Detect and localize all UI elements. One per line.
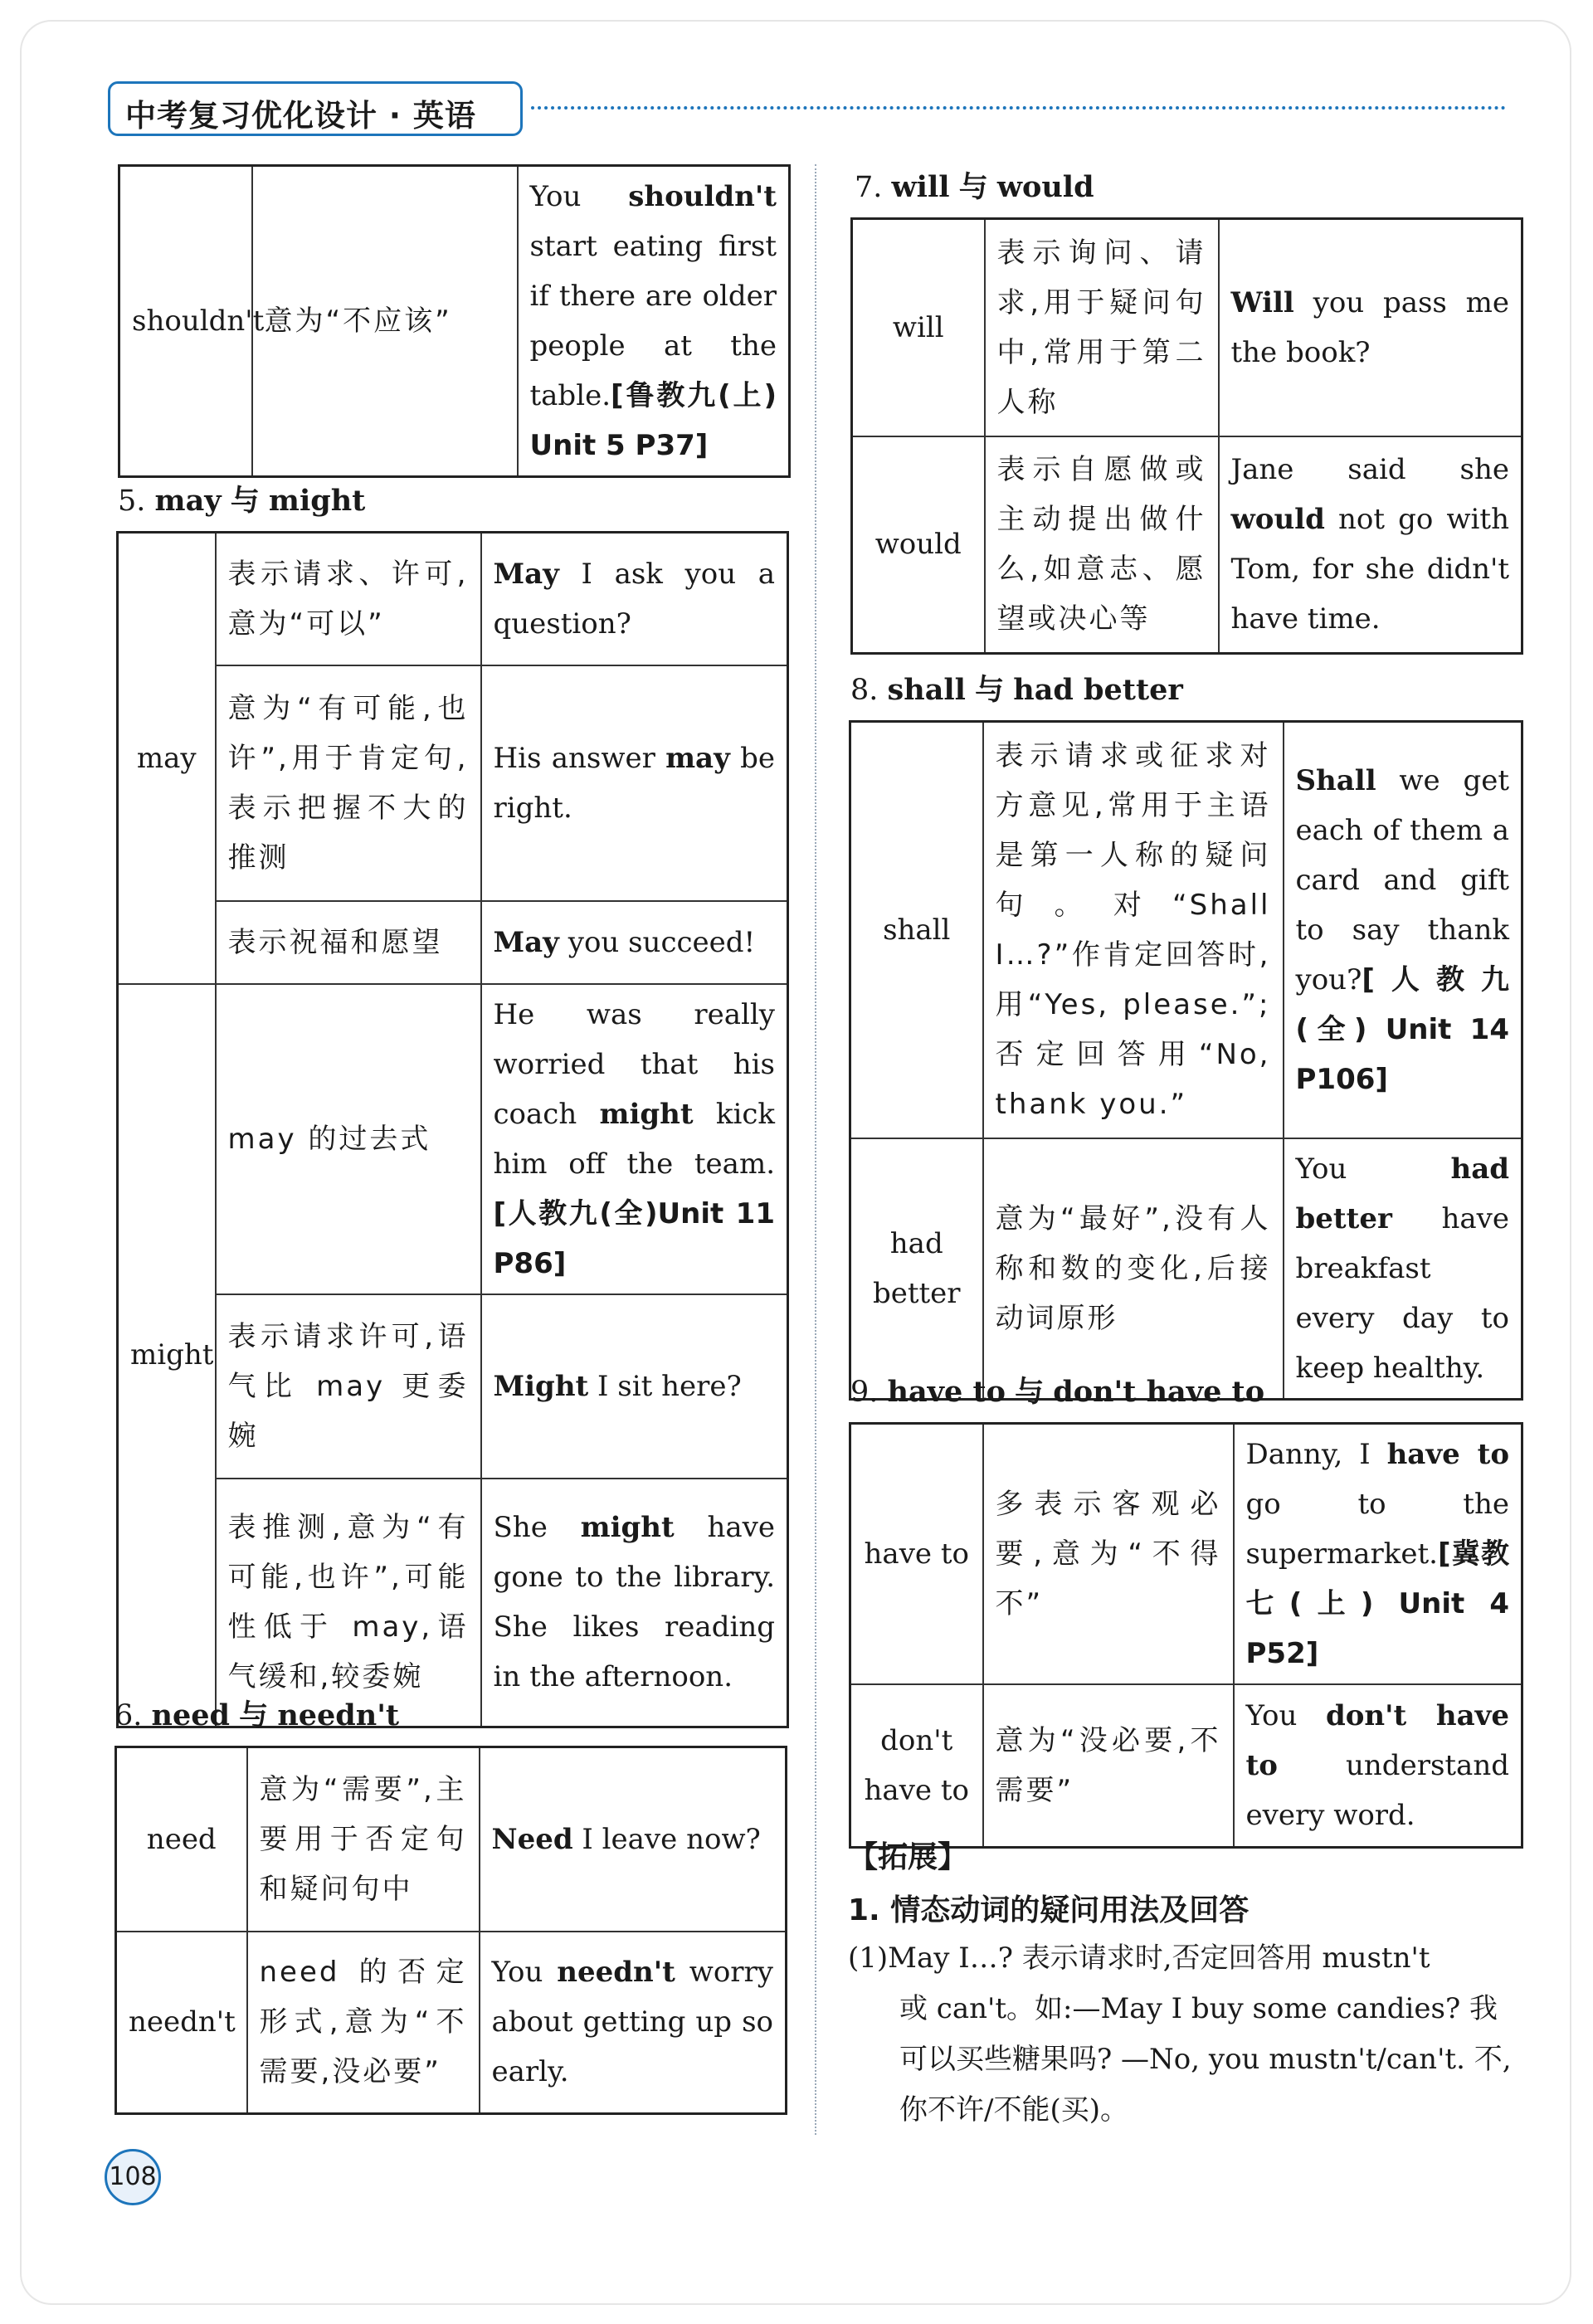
header-dotted-rule [531,106,1506,110]
section-heading-7: 7. will 与 would [855,170,1094,204]
meaning-cell: 表推测,意为“有可能,也许”,可能性低于 may,语气缓和,较委婉 [216,1479,481,1727]
table-need-neednt [114,1746,787,2115]
meaning-cell: 意为“最好”,没有人称和数的变化,后接动词原形 [983,1138,1284,1400]
example-cell: You don't have to understand every word. [1234,1684,1522,1847]
section-heading-6: 6. need 与 needn't [114,1698,400,1732]
example-cell: Will you pass me the book? [1219,219,1522,436]
table-row [852,436,1522,654]
table-row [118,1479,788,1727]
section-heading-8: 8. shall 与 had better [850,673,1183,707]
example-cell: Need I leave now? [480,1747,787,1932]
extension-subheading: 1. 情态动词的疑问用法及回答 [848,1893,1250,1927]
table-shouldnt [118,164,791,478]
meaning-cell: 表示询问、请求,用于疑问句中,常用于第二人称 [985,219,1219,436]
example-cell: You shouldn't start eating first if there are older people at the table.[鲁教九(上) Unit 5 P37] [518,166,790,477]
word-cell: shouldn't [119,166,252,477]
meaning-cell: 意为“没必要,不需要” [983,1684,1234,1847]
textbook-ref: [鲁教九(上) Unit 5 P37] [529,379,777,462]
extension-continuation: 或 can't。如:—May I buy some candies? 我可以买些糖果吗? —No, you mustn't/can't. 不,你不许/不能(买)。 [899,1992,1512,2127]
word-cell: may [118,533,216,984]
table-row [116,1747,787,1932]
table-row [850,722,1522,1138]
meaning-cell: 表示祝福和愿望 [216,901,481,984]
table-row [118,1294,788,1479]
example-cell: You needn't worry about getting up so early. [480,1932,787,2114]
example-cell: Danny, I have to go to the supermarket.[冀教七(上) Unit 4 P52] [1234,1424,1522,1685]
example-cell: He was really worried that his coach might kick him off the team.[人教九(全)Unit 11 P86] [481,984,788,1294]
meaning-cell: 意为“不应该” [252,166,518,477]
example-cell: Shall we get each of them a card and gift to say thank you?[人教九(全) Unit 14 P106] [1284,722,1522,1138]
table-row [852,219,1522,436]
table-row [850,1424,1522,1685]
meaning-cell: 表示自愿做或主动提出做什么,如意志、愿望或决心等 [985,436,1219,654]
column-divider [815,164,816,2135]
table-row [118,984,788,1294]
textbook-ref: [人教九(全) Unit 14 P106] [1295,962,1509,1096]
word-cell: shall [850,722,983,1138]
table-will-would [850,217,1523,655]
example-cell: Might I sit here? [481,1294,788,1479]
word-cell: would [852,436,985,654]
example-cell: You had better have breakfast every day to keep healthy. [1284,1138,1522,1400]
meaning-cell: 多表示客观必要,意为“不得不” [983,1424,1234,1685]
meaning-cell: 表示请求或征求对方意见,常用于主语是第一人称的疑问句。对“Shall I…?”作肯定回答时,用“Yes, please.”;否定回答用“No, thank you.” [983,722,1284,1138]
table-row [850,1138,1522,1400]
page-number: 108 [105,2149,161,2205]
header-title: 中考复习优化设计 · 英语 [125,98,476,134]
word-cell: had better [850,1138,983,1400]
word-cell: don't have to [850,1684,983,1847]
table-shall-had-better [849,720,1523,1401]
meaning-cell: need 的否定形式,意为“不需要,没必要” [247,1932,480,2114]
word-cell: might [118,984,216,1727]
meaning-cell: 意为“需要”,主要用于否定句和疑问句中 [247,1747,480,1932]
word-cell: needn't [116,1932,247,2114]
section-heading-9: 9. have to 与 don't have to [850,1375,1265,1409]
textbook-ref: [人教九(全)Unit 11 P86] [493,1196,775,1280]
extension-heading: 【拓展】 [848,1840,968,1874]
meaning-cell: 意为“有可能,也许”,用于肯定句,表示把握不大的推测 [216,665,481,901]
meaning-cell: may 的过去式 [216,984,481,1294]
header-badge [108,81,523,136]
example-cell: Jane said she would not go with Tom, for she didn't have time. [1219,436,1522,654]
word-cell: will [852,219,985,436]
table-row [118,665,788,901]
table-row [116,1932,787,2114]
table-have-to [849,1422,1523,1849]
textbook-ref: [冀教七(上) Unit 4 P52] [1245,1537,1509,1670]
extension-paragraph [848,1933,1520,2136]
table-row [118,533,788,665]
table-row [118,901,788,984]
table-row [119,166,790,477]
word-cell: need [116,1747,247,1932]
word-cell: have to [850,1424,983,1685]
example-cell: She might have gone to the library. She likes reading in the afternoon. [481,1479,788,1727]
example-cell: May you succeed! [481,901,788,984]
example-cell: May I ask you a question? [481,533,788,665]
meaning-cell: 表示请求许可,语气比 may 更委婉 [216,1294,481,1479]
table-may-might [116,531,789,1728]
extension-lead: (1)May I…? 表示请求时,否定回答用 mustn't [848,1942,1430,1975]
section-heading-5: 5. may 与 might [118,484,366,518]
meaning-cell: 表示请求、许可,意为“可以” [216,533,481,665]
table-row [850,1684,1522,1847]
example-cell: His answer may be right. [481,665,788,901]
